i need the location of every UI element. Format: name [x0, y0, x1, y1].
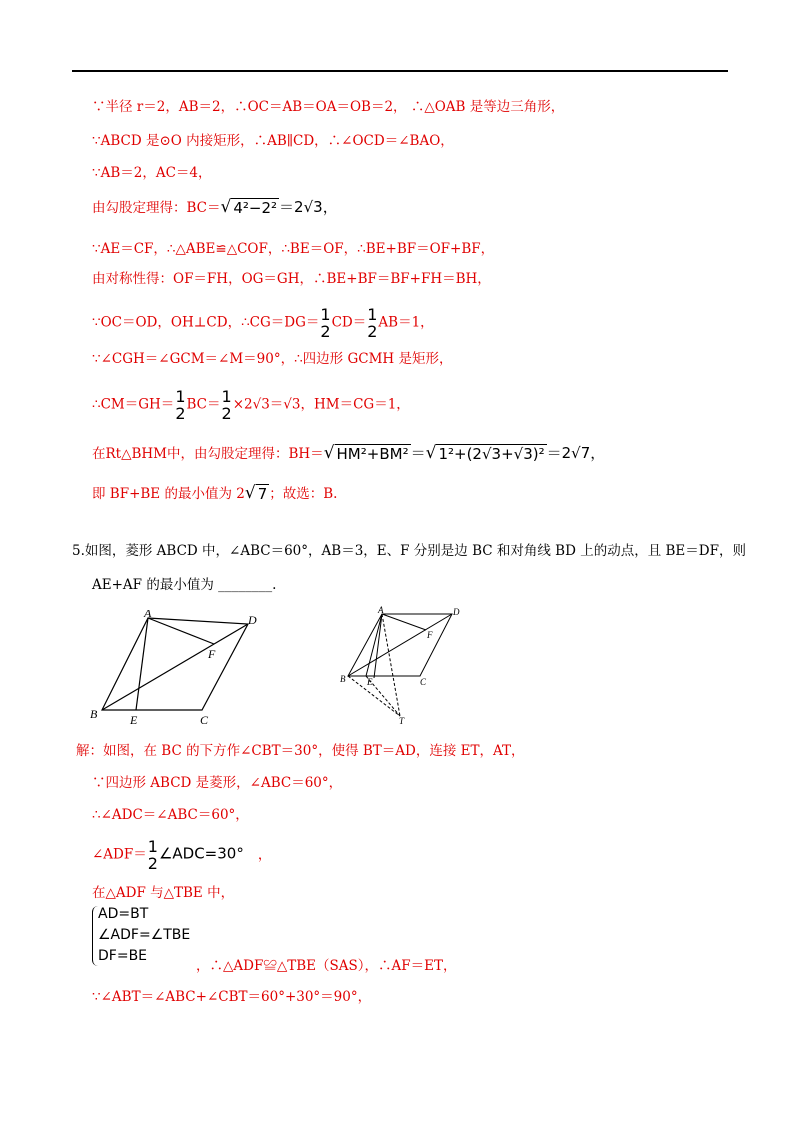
radicand: 4²−2²: [233, 199, 278, 217]
l7-part-b: CD＝: [331, 314, 367, 331]
label-d: D: [453, 607, 460, 617]
rhombus-figure-1: [86, 610, 276, 730]
segment-ae: [366, 614, 382, 676]
solution-line-8: ∵∠CGH＝∠GCM＝∠M＝90°，∴四边形 GCMH 是矩形，: [92, 351, 453, 367]
label-f: F: [208, 647, 216, 661]
answer-line-1: 解：如图，在 BC 的下方作∠CBT＝30°，使得 BT＝AD，连接 ET，AT，: [76, 743, 525, 759]
problem-5-line-1: 5.如图，菱形 ABCD 中，∠ABC＝60°，AB＝3，E、F 分别是边 BC 和对角线 BD 上的动点，且 BE＝DF，则: [72, 543, 746, 559]
segment-bt: [348, 676, 400, 716]
sqrt-expression: √ 4²−2²: [220, 197, 278, 217]
label-c: C: [200, 713, 209, 727]
solution-line-10: [92, 444, 605, 463]
label-e: E: [367, 677, 373, 687]
fraction-half: 1 2: [221, 387, 232, 423]
l10-prefix: 在Rt△BHM中，由勾股定理得：BH＝: [92, 446, 324, 462]
system-row-2: ∠ADF=∠TBE: [98, 927, 191, 943]
rhombus-outline: [102, 618, 248, 710]
system-row-3: DF=BE: [98, 948, 148, 964]
fraction-half: 1 2: [367, 305, 378, 341]
problem-5-line-2: AE+AF 的最小值为 ________.: [92, 577, 277, 593]
segment-extra: [374, 614, 382, 678]
fraction-half: 1 2: [147, 837, 158, 873]
answer-line-4: [92, 838, 271, 872]
label-d: D: [248, 613, 257, 627]
segment-af: [382, 614, 426, 630]
l4-prefix: 由勾股定理得：BC＝: [92, 200, 221, 216]
radicand: HM²+BM²: [336, 445, 409, 463]
solution-line-3: ∵AB＝2，AC＝4，: [92, 165, 212, 181]
solution-line-2: ∵ABCD 是⊙O 内接矩形，∴AB∥CD，∴∠OCD＝∠BAO，: [92, 133, 454, 149]
l9-part-c: ×2√3＝√3，HM＝CG＝1，: [232, 396, 410, 413]
sqrt-expression: √ HM²+BM²: [323, 443, 409, 463]
answer-line-3: ∴∠ADC＝∠ABC＝60°，: [92, 807, 249, 823]
l11-suffix: ；故选：B.: [269, 486, 338, 502]
label-b: B: [340, 674, 346, 684]
radicand: 7: [257, 485, 268, 503]
solution-line-1: ∵半径 r＝2，AB＝2，∴OC＝AB＝OA＝OB＝2， ∴△OAB 是等边三角形，: [92, 99, 565, 115]
answer-line-2: ∵四边形 ABCD 是菱形，∠ABC＝60°，: [92, 775, 343, 791]
fraction-half: 1 2: [175, 387, 186, 423]
segment-at: [382, 614, 400, 716]
label-e: E: [130, 713, 138, 727]
l4-result: ＝2√3，: [279, 198, 338, 216]
solution-line-11: [92, 484, 337, 503]
solution-line-7: [92, 306, 434, 340]
fraction-half: 1 2: [320, 305, 331, 341]
label-c: C: [420, 677, 427, 687]
solution-line-9: [92, 388, 410, 422]
rhombus-figure-2: [336, 604, 476, 726]
system-row-1: AD=BT: [98, 906, 149, 922]
label-b: B: [90, 707, 98, 721]
s4-prefix: ∠ADF＝: [92, 846, 147, 863]
angle-expression: ∠ADC=30°: [158, 844, 244, 863]
solution-line-5: ∵AE＝CF，∴△ABE≌△COF，∴BE＝OF，∴BE+BF＝OF+BF，: [92, 241, 495, 257]
l9-part-b: BC＝: [186, 396, 221, 413]
l11-prefix: 即 BF+BE 的最小值为 2: [92, 486, 245, 502]
solution-line-6: 由对称性得：OF＝FH，OG＝GH，∴BE+BF＝BF+FH＝BH，: [92, 271, 491, 287]
label-f: F: [427, 630, 433, 640]
solution-line-4: [92, 198, 338, 217]
answer-line-congruence: ，∴△ADF≌△TBE（SAS），∴AF＝ET，: [196, 958, 457, 974]
answer-line-5: 在△ADF 与△TBE 中，: [92, 885, 235, 901]
radicand: 1²+(2√3+√3)²: [438, 445, 545, 463]
answer-line-6: ∵∠ABT＝∠ABC+∠CBT＝60°+30°＝90°，: [92, 989, 372, 1005]
segment-ae: [136, 618, 148, 710]
l10-result: ＝2√7，: [546, 444, 606, 462]
s4-comma: ，: [257, 846, 272, 863]
l7-part-c: AB＝1，: [378, 314, 434, 331]
equals-sign: ＝: [410, 444, 426, 462]
label-a: A: [378, 605, 384, 615]
label-t: T: [399, 716, 405, 726]
sqrt-expression: √ 7: [244, 483, 268, 503]
sqrt-expression: √ 1²+(2√3+√3)²: [425, 443, 545, 463]
header-rule: [72, 70, 728, 72]
l7-part-a: ∵OC＝OD，OH⊥CD，∴CG＝DG＝: [92, 314, 320, 331]
label-a: A: [144, 610, 152, 620]
l9-part-a: ∴CM＝GH＝: [92, 396, 175, 413]
